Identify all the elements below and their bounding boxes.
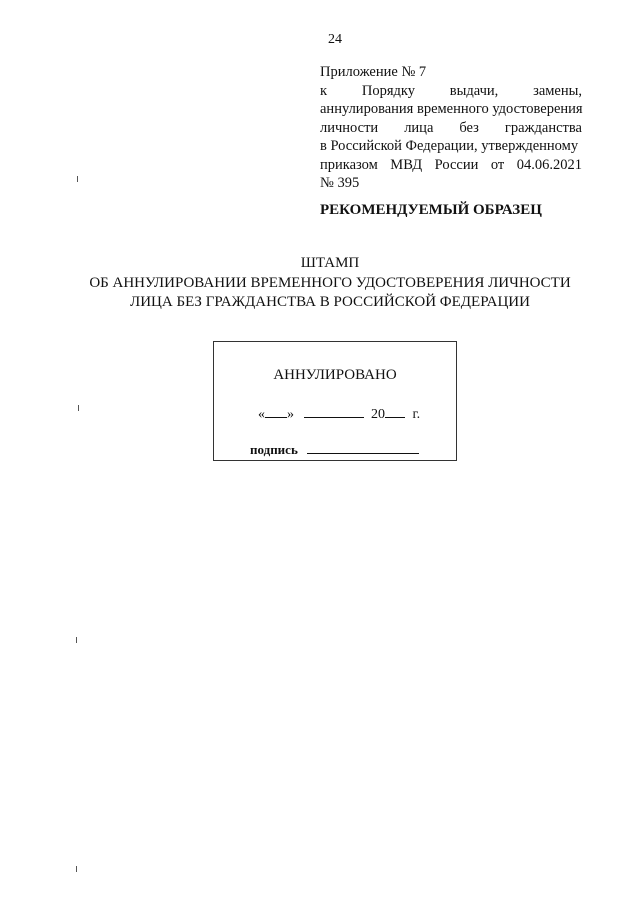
year-prefix: 20 — [371, 407, 385, 422]
appendix-line-7: № 395 — [320, 175, 360, 191]
quote-open: « — [258, 407, 265, 422]
appendix-line-6: приказом МВД России от 04.06.2021 — [320, 156, 582, 173]
stamp-date-line — [258, 405, 420, 423]
title-line-2: ОБ АННУЛИРОВАНИИ ВРЕМЕННОГО УДОСТОВЕРЕНИЯ ЛИЧНОСТИ — [89, 274, 571, 291]
title-line-3: ЛИЦА БЕЗ ГРАЖДАНСТВА В РОССИЙСКОЙ ФЕДЕРАЦИИ — [130, 294, 530, 310]
signature-label: подпись — [250, 442, 298, 457]
document-title — [60, 254, 600, 313]
appendix-line-2: к Порядку выдачи, замены, — [320, 82, 582, 99]
month-blank — [304, 405, 364, 418]
appendix-reference — [320, 63, 582, 193]
scan-artifact-mark — [78, 405, 79, 411]
scan-artifact-mark — [77, 176, 78, 182]
page-number: 24 — [328, 32, 342, 47]
recommended-sample-label: РЕКОМЕНДУЕМЫЙ ОБРАЗЕЦ — [320, 202, 542, 218]
stamp-frame — [213, 341, 457, 461]
stamp-signature-line — [250, 441, 419, 458]
day-blank — [265, 405, 287, 418]
appendix-number: Приложение № 7 — [320, 64, 427, 80]
title-line-1: ШТАМП — [300, 255, 360, 271]
signature-blank — [307, 441, 419, 454]
stamp-heading: АННУЛИРОВАНО — [273, 367, 397, 383]
year-blank — [385, 405, 405, 418]
year-suffix: г. — [412, 407, 421, 422]
appendix-line-4: личности лица без гражданства — [320, 119, 582, 136]
appendix-line-5: в Российской Федерации, утвержденному — [320, 138, 579, 154]
scan-artifact-mark — [76, 637, 77, 643]
quote-close: » — [287, 407, 294, 422]
appendix-line-3: аннулирования временного удостоверения — [320, 101, 583, 117]
scan-artifact-mark — [76, 866, 77, 872]
